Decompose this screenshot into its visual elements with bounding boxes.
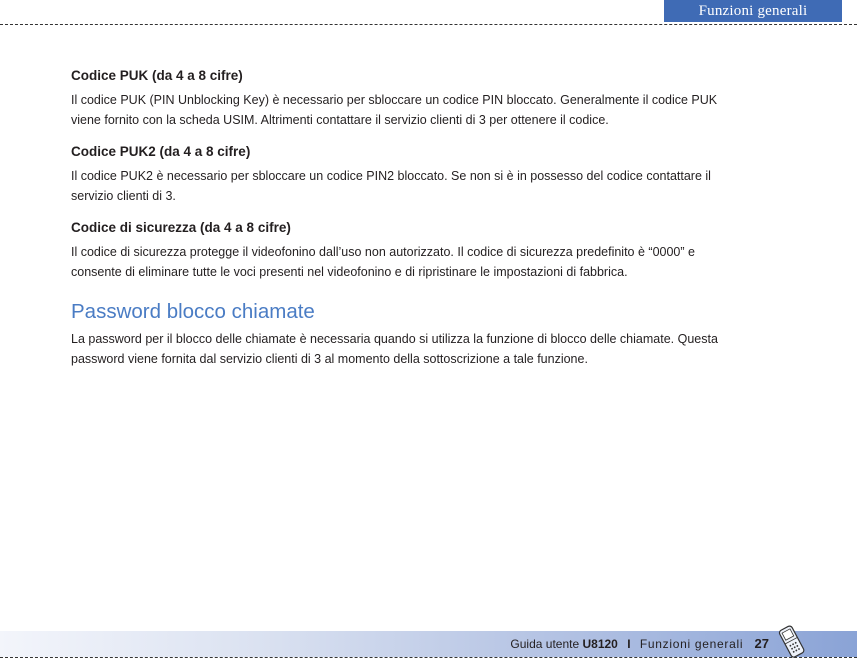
section-title: Codice PUK (da 4 a 8 cifre): [71, 68, 243, 83]
section-puk: [71, 66, 791, 130]
guide-label: Guida utente: [510, 637, 580, 651]
section-puk2: [71, 142, 791, 206]
section-security-code: [71, 218, 791, 282]
section-title: Codice di sicurezza (da 4 a 8 cifre): [71, 220, 291, 235]
model-number: U8120: [582, 637, 618, 651]
body-line: password viene fornita dal servizio clienti di 3 al momento della sottoscrizione a tale funzione.: [71, 352, 588, 366]
body-line: La password per il blocco delle chiamate è necessaria quando si utilizza la funzione di blocco delle chiamate. Questa: [71, 332, 718, 346]
footer-dashed-rule: [0, 657, 857, 658]
footer-caption: [510, 636, 769, 652]
subheading: Password blocco chiamate: [71, 300, 315, 323]
section-body: [71, 166, 791, 206]
section-body: [71, 90, 791, 130]
body-line: Il codice PUK (PIN Unblocking Key) è necessario per sbloccare un codice PIN bloccato. Generalmente il codice PUK: [71, 93, 718, 107]
section-title: Codice PUK2 (da 4 a 8 cifre): [71, 144, 251, 159]
body-line: Il codice PUK2 è necessario per sbloccare un codice PIN2 bloccato. Se non si è in possesso del codice contattare il: [71, 169, 711, 183]
page-number: 27: [754, 636, 769, 651]
body-line: viene fornito con la scheda USIM. Altrimenti contattare il servizio clienti di 3 per ottenere il codice.: [71, 113, 609, 127]
body-line: consente di eliminare tutte le voci presenti nel videofonino e di ripristinare le impostazioni di fabbrica.: [71, 265, 628, 279]
footer-section: Funzioni generali: [639, 637, 744, 651]
footer-separator: I: [627, 637, 631, 651]
body-line: servizio clienti di 3.: [71, 189, 176, 203]
header-dashed-rule: [0, 24, 857, 25]
section-body: [71, 242, 791, 282]
section-call-barring-password: [71, 299, 791, 369]
body-line: Il codice di sicurezza protegge il videofonino dall’uso non autorizzato. Il codice di sicurezza predefinito è “0000” e: [71, 245, 695, 259]
page-content: [71, 66, 791, 369]
phone-icon: [774, 622, 812, 662]
section-body: [71, 329, 791, 369]
section-tab: Funzioni generali: [664, 0, 842, 22]
